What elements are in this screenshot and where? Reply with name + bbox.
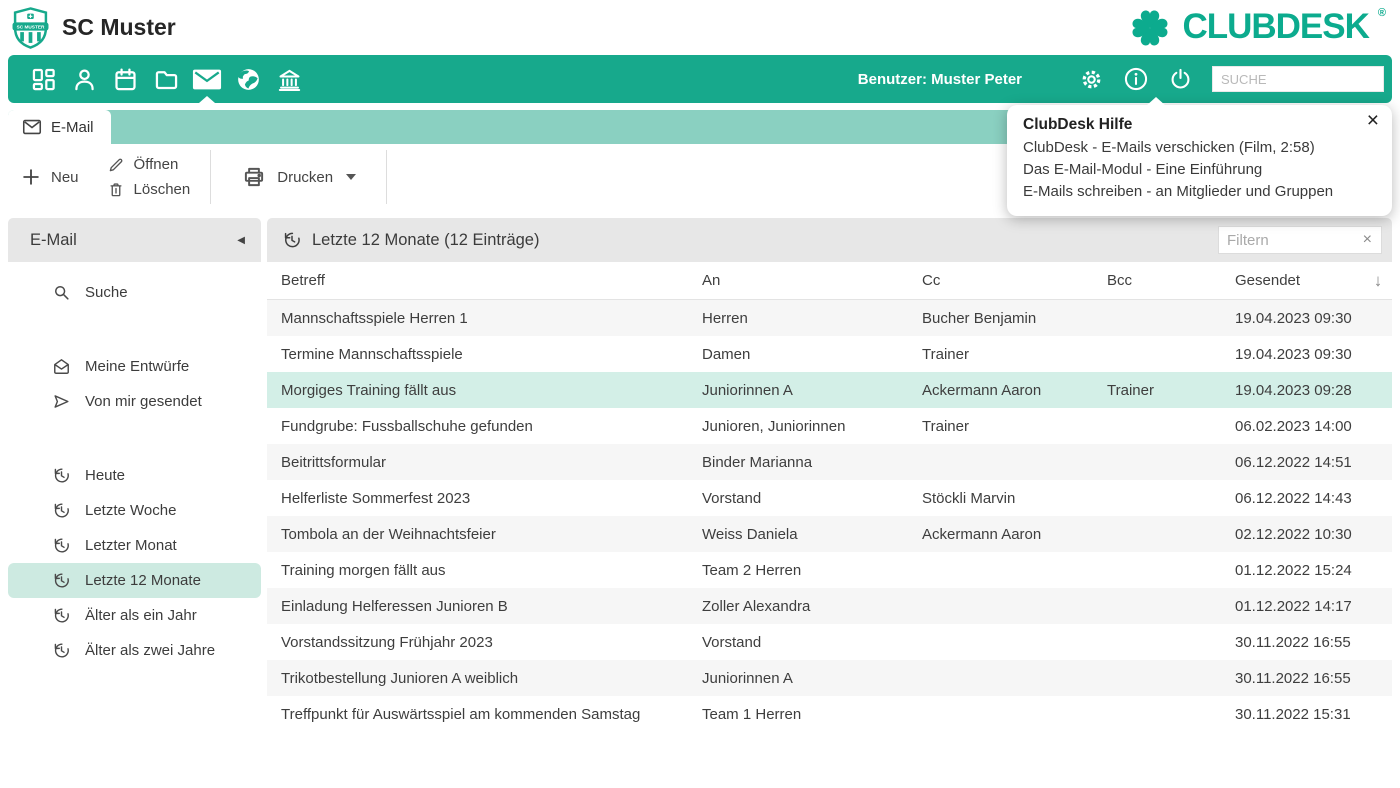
sidebar-item-history[interactable] (8, 458, 261, 493)
history-icon (52, 641, 71, 660)
info-icon[interactable] (1123, 66, 1149, 92)
sidebar-body (8, 262, 261, 668)
cell-betreff: Mannschaftsspiele Herren 1 (281, 309, 468, 327)
sidebar-item-history[interactable] (8, 633, 261, 668)
cell-cc: Trainer (922, 417, 969, 435)
toolbar-separator (210, 150, 211, 204)
help-link[interactable]: ClubDesk - E-Mails verschicken (Film, 2:58) (1023, 139, 1315, 156)
sidebar-collapse-icon[interactable]: ◀ (237, 234, 245, 246)
sidebar-item-history[interactable] (8, 598, 261, 633)
cell-an: Zoller Alexandra (702, 597, 811, 615)
help-link[interactable]: Das E-Mail-Modul - Eine Einführung (1023, 161, 1263, 178)
table-row[interactable] (267, 624, 1392, 660)
logged-in-user: Benutzer: Muster Peter (857, 70, 1022, 88)
help-close-icon[interactable]: × (1366, 109, 1379, 132)
sidebar-item-sent[interactable] (8, 384, 261, 419)
registered-mark: ® (1377, 6, 1386, 19)
cell-an: Juniorinnen A (702, 381, 793, 399)
column-header-an[interactable]: An (702, 272, 721, 289)
brand-logo (1127, 5, 1386, 51)
cell-bcc: Trainer (1107, 381, 1154, 399)
history-icon (52, 466, 71, 485)
help-link[interactable]: E-Mails schreiben - an Mitglieder und Gruppen (1023, 183, 1334, 200)
sidebar-item-history[interactable] (8, 493, 261, 528)
cell-an: Team 2 Herren (702, 561, 802, 579)
history-icon (52, 536, 71, 555)
toolbar-separator (386, 150, 387, 204)
email-list-panel (267, 218, 1392, 780)
cell-betreff: Treffpunkt für Auswärtsspiel am kommenden Samstag (281, 705, 641, 723)
table-row[interactable] (267, 588, 1392, 624)
sidebar-item-label: Suche (85, 284, 128, 301)
email-table-body (267, 300, 1392, 732)
print-button[interactable] (241, 164, 356, 190)
sidebar-item-history[interactable] (8, 528, 261, 563)
cell-gesendet: 06.02.2023 14:00 (1235, 417, 1352, 435)
cell-betreff: Tombola an der Weihnachtsfeier (281, 525, 496, 543)
cell-gesendet: 01.12.2022 15:24 (1235, 561, 1352, 579)
cell-gesendet: 02.12.2022 10:30 (1235, 525, 1352, 543)
table-row[interactable] (267, 372, 1392, 408)
sort-descending-icon[interactable]: ↓ (1373, 270, 1383, 290)
cell-betreff: Termine Mannschaftsspiele (281, 345, 463, 363)
column-header-gesendet[interactable]: Gesendet (1235, 272, 1301, 289)
finance-icon[interactable] (274, 55, 304, 103)
clubdesk-help-popup (1007, 105, 1392, 216)
table-row[interactable] (267, 660, 1392, 696)
sidebar-item-label: Meine Entwürfe (85, 358, 190, 375)
print-label: Drucken (277, 168, 334, 186)
calendar-icon[interactable] (110, 55, 140, 103)
dashboard-icon[interactable] (28, 55, 58, 103)
sidebar-header (8, 218, 261, 262)
club-identity (12, 7, 176, 49)
cell-gesendet: 19.04.2023 09:30 (1235, 309, 1352, 327)
open-delete-group (107, 156, 191, 199)
table-header-row (267, 262, 1392, 300)
active-tab-caret (199, 96, 215, 103)
sidebar-spacer (8, 310, 261, 349)
cell-cc: Trainer (922, 345, 969, 363)
cell-cc: Bucher Benjamin (922, 309, 1037, 327)
new-email-label: Neu (51, 168, 79, 186)
cell-betreff: Fundgrube: Fussballschuhe gefunden (281, 417, 533, 435)
nav-right-controls (858, 55, 1384, 103)
sidebar-item-history[interactable] (8, 563, 261, 598)
email-sidebar (8, 218, 261, 780)
brand-wordmark: CLUBDESK (1182, 6, 1369, 46)
cell-gesendet: 30.11.2022 15:31 (1235, 705, 1351, 723)
cell-gesendet: 30.11.2022 16:55 (1235, 633, 1351, 651)
cell-betreff: Vorstandssitzung Frühjahr 2023 (281, 633, 493, 651)
cell-betreff: Morgiges Training fällt aus (281, 381, 457, 399)
cell-cc: Stöckli Marvin (922, 489, 1016, 507)
delete-email-button[interactable] (107, 181, 191, 199)
cell-betreff: Beitrittsformular (281, 453, 387, 471)
table-row[interactable] (267, 408, 1392, 444)
website-icon[interactable] (233, 55, 263, 103)
table-row[interactable] (267, 516, 1392, 552)
column-header-betreff[interactable]: Betreff (281, 272, 325, 289)
panel-header (267, 218, 1392, 262)
cell-betreff: Trikotbestellung Junioren A weiblich (281, 669, 519, 687)
tab-email[interactable] (8, 110, 111, 144)
cell-an: Team 1 Herren (702, 705, 802, 723)
help-links-list (1023, 137, 1376, 203)
cell-an: Juniorinnen A (702, 669, 793, 687)
cell-cc: Ackermann Aaron (922, 525, 1042, 543)
table-row[interactable] (267, 300, 1392, 336)
cell-betreff: Helferliste Sommerfest 2023 (281, 489, 471, 507)
table-row[interactable] (267, 444, 1392, 480)
sidebar-item-search[interactable] (8, 275, 261, 310)
cell-an: Vorstand (702, 633, 762, 651)
sidebar-item-label: Älter als zwei Jahre (85, 642, 216, 659)
new-email-button[interactable] (20, 166, 79, 188)
sidebar-spacer (8, 419, 261, 458)
cell-betreff: Einladung Helferessen Junioren B (281, 597, 508, 615)
column-header-cc[interactable]: Cc (922, 272, 941, 289)
cell-gesendet: 19.04.2023 09:28 (1235, 381, 1352, 399)
cell-gesendet: 06.12.2022 14:43 (1235, 489, 1352, 507)
history-icon (52, 501, 71, 520)
email-icon-active[interactable] (192, 55, 222, 103)
content-area (8, 218, 1392, 780)
sidebar-title: E-Mail (30, 230, 77, 249)
table-row[interactable] (267, 336, 1392, 372)
filter-input[interactable] (1219, 232, 1359, 249)
top-header (0, 0, 1400, 55)
filter-box (1218, 226, 1382, 254)
sidebar-item-label: Letzter Monat (85, 537, 177, 554)
tab-email-label: E-Mail (51, 118, 94, 136)
cell-gesendet: 06.12.2022 14:51 (1235, 453, 1352, 471)
cell-an: Binder Marianna (702, 453, 813, 471)
panel-title: Letzte 12 Monate (12 Einträge) (312, 230, 540, 249)
cell-an: Damen (702, 345, 751, 363)
history-icon (282, 230, 302, 250)
cell-cc: Ackermann Aaron (922, 381, 1042, 399)
history-icon (52, 606, 71, 625)
table-row[interactable] (267, 480, 1392, 516)
column-header-bcc[interactable]: Bcc (1107, 272, 1133, 289)
history-icon (52, 571, 71, 590)
global-search-input[interactable] (1212, 66, 1384, 92)
global-search (1212, 66, 1384, 92)
club-logo-banner-text: SC MUSTER (16, 24, 45, 30)
cell-gesendet: 01.12.2022 14:17 (1235, 597, 1352, 615)
documents-icon[interactable] (151, 55, 181, 103)
open-email-button[interactable] (107, 156, 191, 174)
nav-module-icons (28, 55, 304, 103)
cell-an: Herren (702, 309, 748, 327)
cell-an: Weiss Daniela (702, 525, 798, 543)
sidebar-item-label: Heute (85, 467, 126, 484)
filter-clear-icon[interactable]: × (1362, 231, 1372, 248)
open-email-label: Öffnen (133, 156, 179, 173)
sidebar-history-group (8, 458, 261, 668)
help-popup-title: ClubDesk Hilfe (1023, 116, 1133, 133)
sidebar-item-label: Letzte Woche (85, 502, 177, 519)
club-logo (12, 7, 49, 49)
cell-an: Junioren, Juniorinnen (702, 417, 846, 435)
club-name: SC Muster (62, 14, 176, 40)
settings-gear-icon[interactable] (1079, 67, 1104, 92)
cell-an: Vorstand (702, 489, 762, 507)
sidebar-item-label: Älter als ein Jahr (85, 607, 197, 624)
cell-gesendet: 19.04.2023 09:30 (1235, 345, 1352, 363)
main-nav (8, 55, 1392, 103)
delete-email-label: Löschen (133, 181, 191, 198)
cell-betreff: Training morgen fällt aus (281, 561, 446, 579)
logout-power-icon[interactable] (1168, 67, 1193, 92)
table-row[interactable] (267, 552, 1392, 588)
clover-icon (1127, 5, 1173, 51)
table-row[interactable] (267, 696, 1392, 732)
sidebar-item-drafts[interactable] (8, 349, 261, 384)
sidebar-item-label: Letzte 12 Monate (85, 572, 201, 589)
sidebar-item-label: Von mir gesendet (85, 393, 202, 410)
cell-gesendet: 30.11.2022 16:55 (1235, 669, 1351, 687)
print-caret-down-icon (346, 174, 356, 180)
members-icon[interactable] (69, 55, 99, 103)
